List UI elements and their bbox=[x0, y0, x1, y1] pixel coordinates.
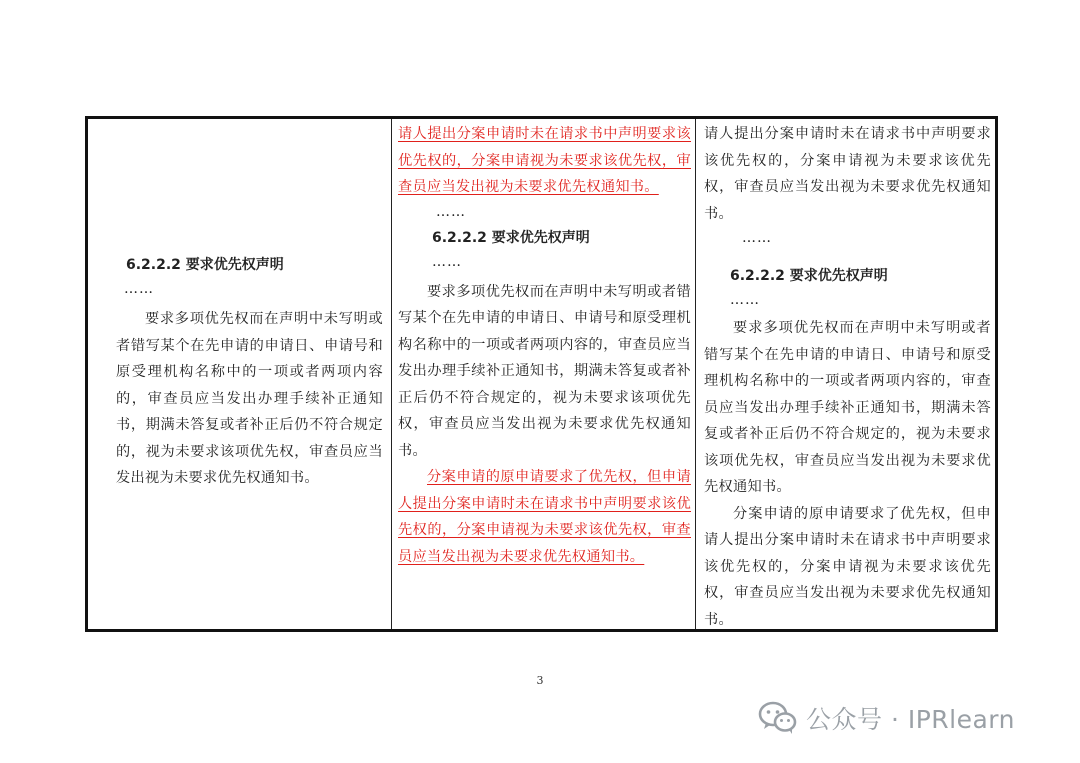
ellipsis: …… bbox=[742, 230, 772, 246]
added-text-bottom: 分案申请的原申请要求了优先权，但申请人提出分案申请时未在请求书中声明要求该优先权的，分案申请视为未要求该优先权，审查员应当发出视为未要求优先权通知书。 bbox=[398, 469, 691, 565]
page-number: 3 bbox=[536, 674, 544, 687]
ellipsis: …… bbox=[432, 253, 462, 270]
section-heading: 6.2.2.2 要求优先权声明 bbox=[432, 229, 590, 246]
priority-claim-paragraph: 要求多项优先权而在声明中未写明或者错写某个在先申请的申请日、申请号和原受理机构名称中的一项或者两项内容的，审查员应当发出办理手续补正通知书，期满未答复或者补正后仍不符合规定的，视为未要求该项优先权，审查员应当发出视为未要求优先权通知书。 bbox=[398, 283, 691, 459]
ellipsis: …… bbox=[730, 292, 760, 308]
column-original bbox=[88, 119, 392, 629]
priority-claim-paragraph: 要求多项优先权而在声明中未写明或者错写某个在先申请的申请日、申请号和原受理机构名称中的一项或者两项内容的，审查员应当发出办理手续补正通知书，期满未答复或者补正后仍不符合规定的，视为未要求该项优先权，审查员应当发出视为未要求优先权通知书。 bbox=[116, 311, 383, 486]
section-heading: 6.2.2.2 要求优先权声明 bbox=[126, 257, 284, 273]
watermark-text: 公众号 · IPRlearn bbox=[806, 705, 1015, 734]
added-text-top: 请人提出分案申请时未在请求书中声明要求该优先权的，分案申请视为未要求该优先权，审查员应当发出视为未要求优先权通知书。 bbox=[398, 126, 691, 195]
revised-text-top: 请人提出分案申请时未在请求书中声明要求该优先权的，分案申请视为未要求该优先权，审查员应当发出视为未要求优先权通知书。 bbox=[704, 126, 991, 222]
wechat-icon bbox=[758, 701, 798, 735]
watermark bbox=[758, 700, 1015, 736]
priority-claim-paragraph: 要求多项优先权而在声明中未写明或者错写某个在先申请的申请日、申请号和原受理机构名称中的一项或者两项内容的，审查员应当发出办理手续补正通知书，期满未答复或者补正后仍不符合规定的，视为未要求该项优先权，审查员应当发出视为未要求优先权通知书。 bbox=[704, 320, 991, 495]
section-heading: 6.2.2.2 要求优先权声明 bbox=[730, 268, 888, 284]
column-revised bbox=[696, 119, 995, 629]
ellipsis: …… bbox=[124, 281, 154, 297]
revised-text-bottom: 分案申请的原申请要求了优先权，但申请人提出分案申请时未在请求书中声明要求该优先权的，分案申请视为未要求该优先权，审查员应当发出视为未要求优先权通知书。 bbox=[704, 505, 991, 628]
column-revision-marked bbox=[392, 119, 696, 629]
ellipsis: …… bbox=[436, 203, 466, 220]
comparison-table bbox=[85, 116, 998, 632]
